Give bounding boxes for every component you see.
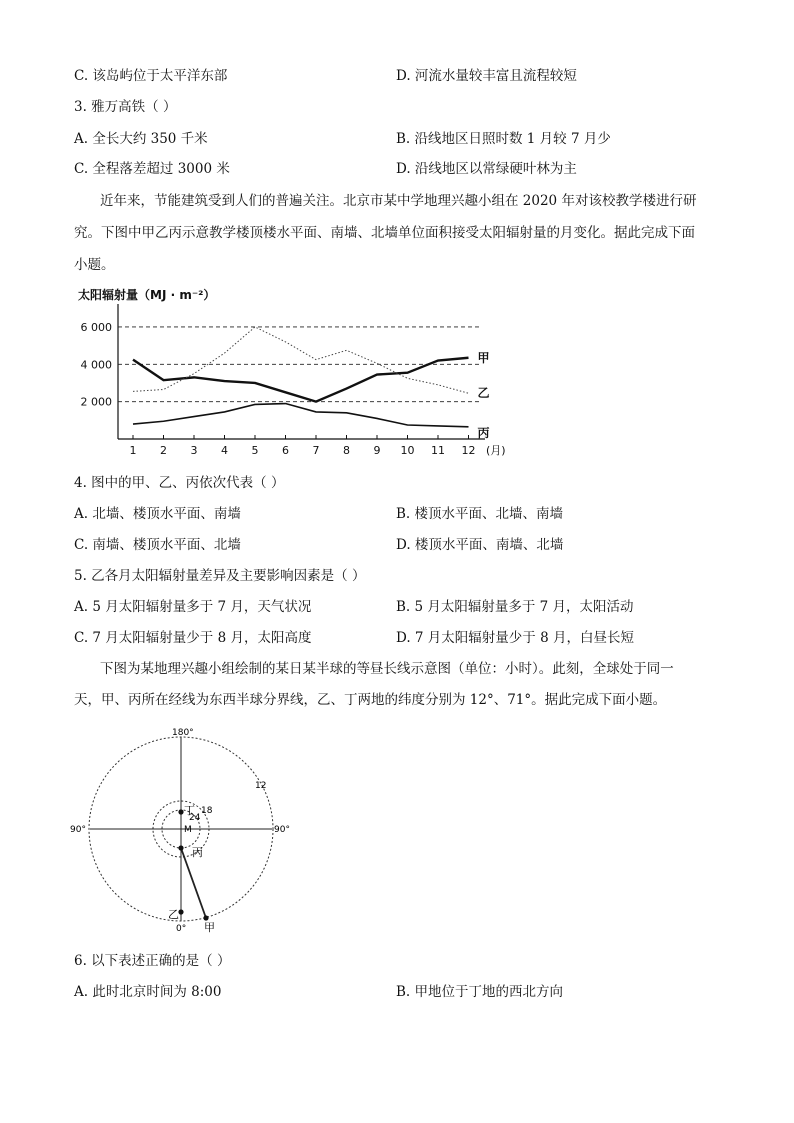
q6-option-a: A. 此时北京时间为 8:00 <box>74 984 222 1000</box>
x-axis-unit: (月) <box>486 444 506 457</box>
q4-option-c: C. 南墙、楼顶水平面、北墙 <box>74 537 241 553</box>
q3-option-c: C. 全程落差超过 3000 米 <box>74 161 230 177</box>
q4-option-b: B. 楼顶水平面、北墙、南墙 <box>396 506 564 522</box>
x-tick-label: 3 <box>190 444 198 457</box>
x-tick-label: 6 <box>282 444 289 457</box>
passage1-line1: 近年来，节能建筑受到人们的普遍关注。北京市某中学地理兴趣小组在 2020 年对该校教学楼进行研 <box>100 193 697 209</box>
center-m-label: M <box>184 825 192 835</box>
passage1-line3: 小题。 <box>74 257 115 273</box>
x-tick-label: 1 <box>129 444 137 457</box>
x-tick-label: 2 <box>160 444 167 457</box>
passage1-line2: 究。下图中甲乙丙示意教学楼顶楼水平面、南墙、北墙单位面积接受太阳辐射量的月变化。据此完成下面 <box>74 225 695 241</box>
x-tick-label: 10 <box>400 444 415 457</box>
q4-option-d: D. 楼顶水平面、南墙、北墙 <box>396 537 564 553</box>
isodaylength-diagram <box>66 722 306 942</box>
chart-title: 太阳辐射量（MJ · m⁻²） <box>78 288 216 302</box>
passage2-line2: 天，甲、丙所在经线为东西半球分界线，乙、丁两地的纬度分别为 12°、71°。据此完成下面小题。 <box>74 692 667 708</box>
q3-option-a: A. 全长大约 350 千米 <box>74 131 208 147</box>
series-line-乙 <box>133 327 469 393</box>
label-90-right: 90° <box>274 825 290 835</box>
iso-label-24: 24 <box>189 813 201 823</box>
iso-label-18: 18 <box>201 806 213 816</box>
q5-option-d: D. 7 月太阳辐射量少于 8 月，白昼长短 <box>396 630 634 646</box>
solar-radiation-chart <box>70 282 530 462</box>
label-yi: 乙 <box>168 908 179 921</box>
x-tick-label: 9 <box>373 444 381 457</box>
q5-option-a: A. 5 月太阳辐射量多于 7 月，天气状况 <box>74 599 312 615</box>
series-label-甲: 甲 <box>477 350 490 365</box>
y-tick-label: 6 000 <box>80 320 112 334</box>
q3-option-b: B. 沿线地区日照时数 1 月较 7 月少 <box>396 131 611 147</box>
label-180: 180° <box>172 728 194 738</box>
q5-stem: 5. 乙各月太阳辐射量差异及主要影响因素是（ ） <box>74 568 366 584</box>
series-line-丙 <box>133 404 469 427</box>
label-90-left: 90° <box>70 825 86 835</box>
label-0: 0° <box>176 924 187 934</box>
point-yi <box>178 909 183 914</box>
q5-option-c: C. 7 月太阳辐射量少于 8 月，太阳高度 <box>74 630 312 646</box>
x-tick-label: 11 <box>431 444 445 457</box>
x-tick-label: 5 <box>251 444 259 457</box>
label-jia: 甲 <box>204 921 215 934</box>
q6-stem: 6. 以下表述正确的是（ ） <box>74 953 231 969</box>
y-tick-label: 2 000 <box>80 395 112 409</box>
q2-option-c: C. 该岛屿位于太平洋东部 <box>74 68 228 84</box>
series-label-乙: 乙 <box>477 386 490 401</box>
y-tick-label: 4 000 <box>80 358 112 372</box>
x-tick-label: 7 <box>312 444 320 457</box>
x-tick-label: 12 <box>461 444 476 457</box>
iso-label-12: 12 <box>255 781 267 791</box>
x-tick-label: 8 <box>343 444 350 457</box>
label-bing: 丙 <box>192 846 203 859</box>
point-jia <box>203 915 208 920</box>
passage2-line1: 下图为某地理兴趣小组绘制的某日某半球的等昼长线示意图（单位：小时）。此刻，全球处于同一 <box>100 661 674 677</box>
q2-option-d: D. 河流水量较丰富且流程较短 <box>396 68 577 84</box>
point-bing <box>178 845 183 850</box>
q3-stem: 3. 雅万高铁（ ） <box>74 99 177 115</box>
q5-option-b: B. 5 月太阳辐射量多于 7 月，太阳活动 <box>396 599 634 615</box>
label-ding: 丁 <box>184 804 195 817</box>
q6-option-b: B. 甲地位于丁地的西北方向 <box>396 984 564 1000</box>
series-label-丙: 丙 <box>477 425 490 440</box>
point-ding <box>178 809 183 814</box>
q3-option-d: D. 沿线地区以常绿硬叶林为主 <box>396 161 577 177</box>
q4-option-a: A. 北墙、楼顶水平面、南墙 <box>74 506 241 522</box>
x-tick-label: 4 <box>221 444 228 457</box>
q4-stem: 4. 图中的甲、乙、丙依次代表（ ） <box>74 475 285 491</box>
